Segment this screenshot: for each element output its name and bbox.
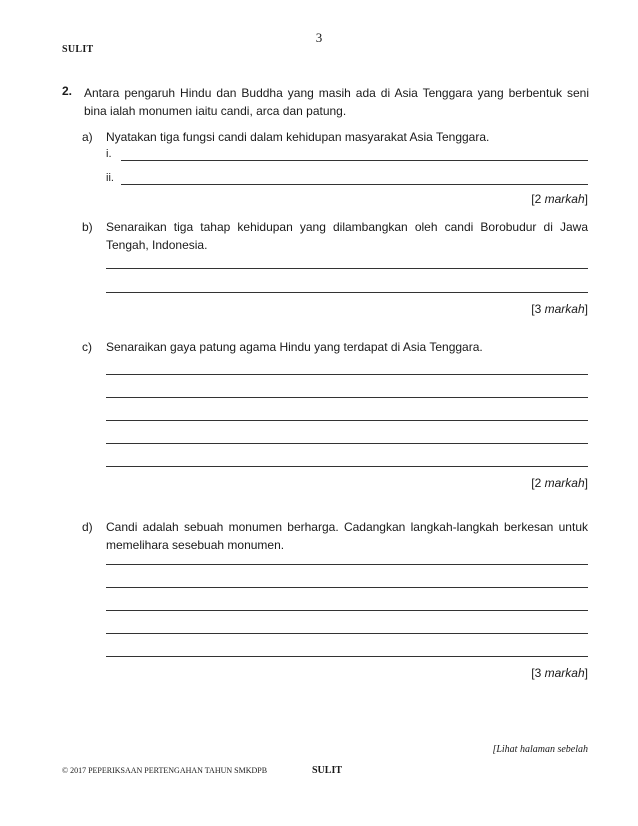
answer-line[interactable] (121, 184, 588, 185)
part-b-text: Senaraikan tiga tahap kehidupan yang dilambangkan oleh candi Borobudur di Jawa Tengah, Indonesia. (106, 220, 588, 252)
part-a-roman-2: ii. (106, 172, 114, 184)
question-number: 2. (62, 84, 73, 98)
question-text: Antara pengaruh Hindu dan Buddha yang masih ada di Asia Tenggara yang berbentuk seni bina ialah monumen iaitu candi, arca dan patung. (84, 86, 589, 118)
part-c-marks: [2 markah] (531, 476, 588, 490)
sulit-footer: SULIT (312, 765, 343, 776)
part-d-marks: [3 markah] (531, 666, 588, 680)
part-b-letter: b) (82, 220, 93, 234)
answer-line[interactable] (106, 268, 588, 269)
answer-line[interactable] (106, 420, 588, 421)
answer-line[interactable] (106, 466, 588, 467)
part-c-text: Senaraikan gaya patung agama Hindu yang terdapat di Asia Tenggara. (106, 340, 483, 354)
answer-line[interactable] (106, 292, 588, 293)
part-a-marks: [2 markah] (531, 192, 588, 206)
part-a-roman-1: i. (106, 148, 112, 160)
part-a-letter: a) (82, 130, 93, 144)
answer-line[interactable] (106, 610, 588, 611)
copyright-footer: © 2017 PEPERIKSAAN PERTENGAHAN TAHUN SMKDPB (62, 766, 268, 775)
answer-line[interactable] (106, 564, 588, 565)
answer-line[interactable] (121, 160, 588, 161)
answer-line[interactable] (106, 633, 588, 634)
answer-line[interactable] (106, 374, 588, 375)
answer-line[interactable] (106, 587, 588, 588)
next-page-note: [Lihat halaman sebelah (492, 744, 588, 755)
page-number: 3 (315, 30, 323, 45)
answer-line[interactable] (106, 443, 588, 444)
part-d-letter: d) (82, 520, 93, 534)
part-c-letter: c) (82, 340, 92, 354)
answer-line[interactable] (106, 656, 588, 657)
sulit-header: SULIT (62, 44, 94, 55)
part-a-text: Nyatakan tiga fungsi candi dalam kehidupan masyarakat Asia Tenggara. (106, 130, 490, 144)
part-d-text: Candi adalah sebuah monumen berharga. Cadangkan langkah-langkah berkesan untuk memelihara sesebuah monumen. (106, 520, 588, 552)
part-b-marks: [3 markah] (531, 302, 588, 316)
answer-line[interactable] (106, 397, 588, 398)
